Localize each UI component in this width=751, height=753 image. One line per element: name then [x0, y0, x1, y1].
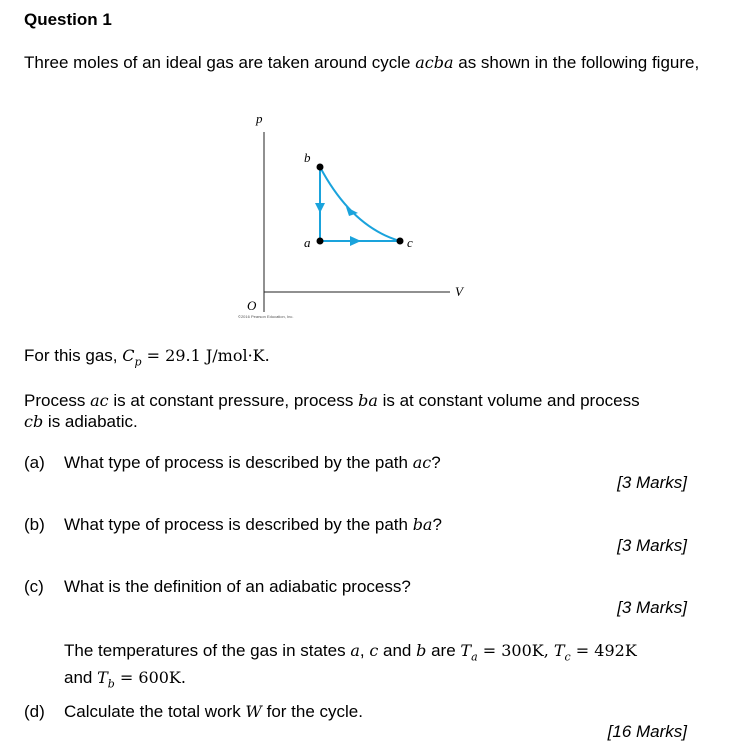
question-d-post: for the cycle.: [261, 702, 363, 721]
pv-diagram: [230, 105, 490, 330]
ta-subscript: a: [471, 650, 478, 664]
tb-subscript: b: [107, 677, 115, 691]
ta-symbol: T: [460, 641, 472, 660]
question-a-pre: What type of process is described by the path: [64, 453, 413, 472]
question-a-math: ac: [412, 453, 432, 472]
p-axis-label: p: [256, 111, 263, 126]
question-a-text: [64, 453, 441, 473]
question-d-pre: Calculate the total work: [64, 702, 246, 721]
process-text-1: Process: [24, 391, 91, 410]
point-b: [317, 164, 324, 171]
temps-text-3: are: [426, 641, 461, 660]
arrow-down-icon: [315, 203, 325, 213]
point-a-label: a: [304, 235, 311, 250]
cp-subscript: p: [134, 355, 142, 369]
arrow-right-icon: [350, 236, 361, 246]
point-b-label: b: [304, 150, 311, 165]
point-c: [397, 238, 404, 245]
question-b-text: [64, 515, 442, 535]
point-c-label: c: [407, 235, 413, 250]
process-ba: ba: [358, 391, 378, 410]
intro-paragraph: [24, 52, 714, 73]
question-a-marks: [3 Marks]: [617, 473, 687, 492]
temps-sep: ,: [359, 641, 370, 660]
intro-text: Three moles of an ideal gas are taken around cycle: [24, 53, 416, 72]
question-b-label: (b): [24, 515, 45, 534]
question-c-marks: [3 Marks]: [617, 598, 687, 617]
tb-symbol: T: [97, 668, 108, 688]
cycle-name: acba: [415, 53, 454, 72]
question-a-post: ?: [431, 453, 441, 472]
question-b-pre: What type of process is described by the path: [64, 515, 413, 534]
copyright-text: ©2016 Pearson Education, Inc.: [238, 314, 294, 319]
process-paragraph: [24, 390, 714, 432]
question-c-text: [64, 577, 411, 597]
question-b-math: ba: [412, 515, 433, 534]
temps-text-4: and: [64, 668, 98, 688]
question-d-label: (d): [24, 702, 45, 721]
adiabatic-path-cb: [320, 167, 400, 241]
question-d-math: W: [245, 702, 262, 721]
process-text-4: is adiabatic.: [43, 412, 138, 431]
process-text-2: is at constant pressure, process: [108, 391, 359, 410]
tb-value: = 600K.: [114, 668, 186, 688]
cp-value: = 29.1 J/mol·K.: [141, 346, 270, 365]
v-axis-label: V: [455, 284, 463, 299]
tc-subscript: c: [564, 650, 571, 664]
process-ac: ac: [90, 391, 109, 410]
process-cb: cb: [24, 412, 44, 431]
origin-label: O: [247, 298, 257, 313]
cp-text: For this gas,: [24, 346, 123, 365]
temps-state-b: b: [416, 641, 427, 660]
process-text-3: is at constant volume and process: [377, 391, 640, 410]
question-d-marks: [16 Marks]: [607, 722, 687, 741]
tc-value: = 492K: [570, 641, 637, 660]
tc-symbol: T: [553, 641, 565, 660]
question-heading: Question 1: [24, 10, 112, 29]
temps-text-2: and: [378, 641, 417, 660]
question-a-label: (a): [24, 453, 45, 472]
question-c-pre: What is the definition of an adiabatic process?: [64, 577, 411, 596]
question-d-text: [64, 702, 363, 722]
temps-state-a: a: [350, 641, 360, 660]
temps-text-1: The temperatures of the gas in states: [64, 641, 351, 660]
cp-symbol: C: [122, 346, 135, 365]
temperatures-paragraph: [64, 640, 704, 695]
ta-value: = 300K,: [477, 641, 554, 660]
question-b-post: ?: [432, 515, 442, 534]
question-c-label: (c): [24, 577, 44, 596]
pv-diagram-svg: [230, 105, 490, 330]
point-a: [317, 238, 324, 245]
temps-state-c: c: [369, 641, 379, 660]
question-b-marks: [3 Marks]: [617, 536, 687, 555]
intro-text-end: as shown in the following figure,: [453, 53, 700, 72]
cp-line: [24, 345, 714, 372]
